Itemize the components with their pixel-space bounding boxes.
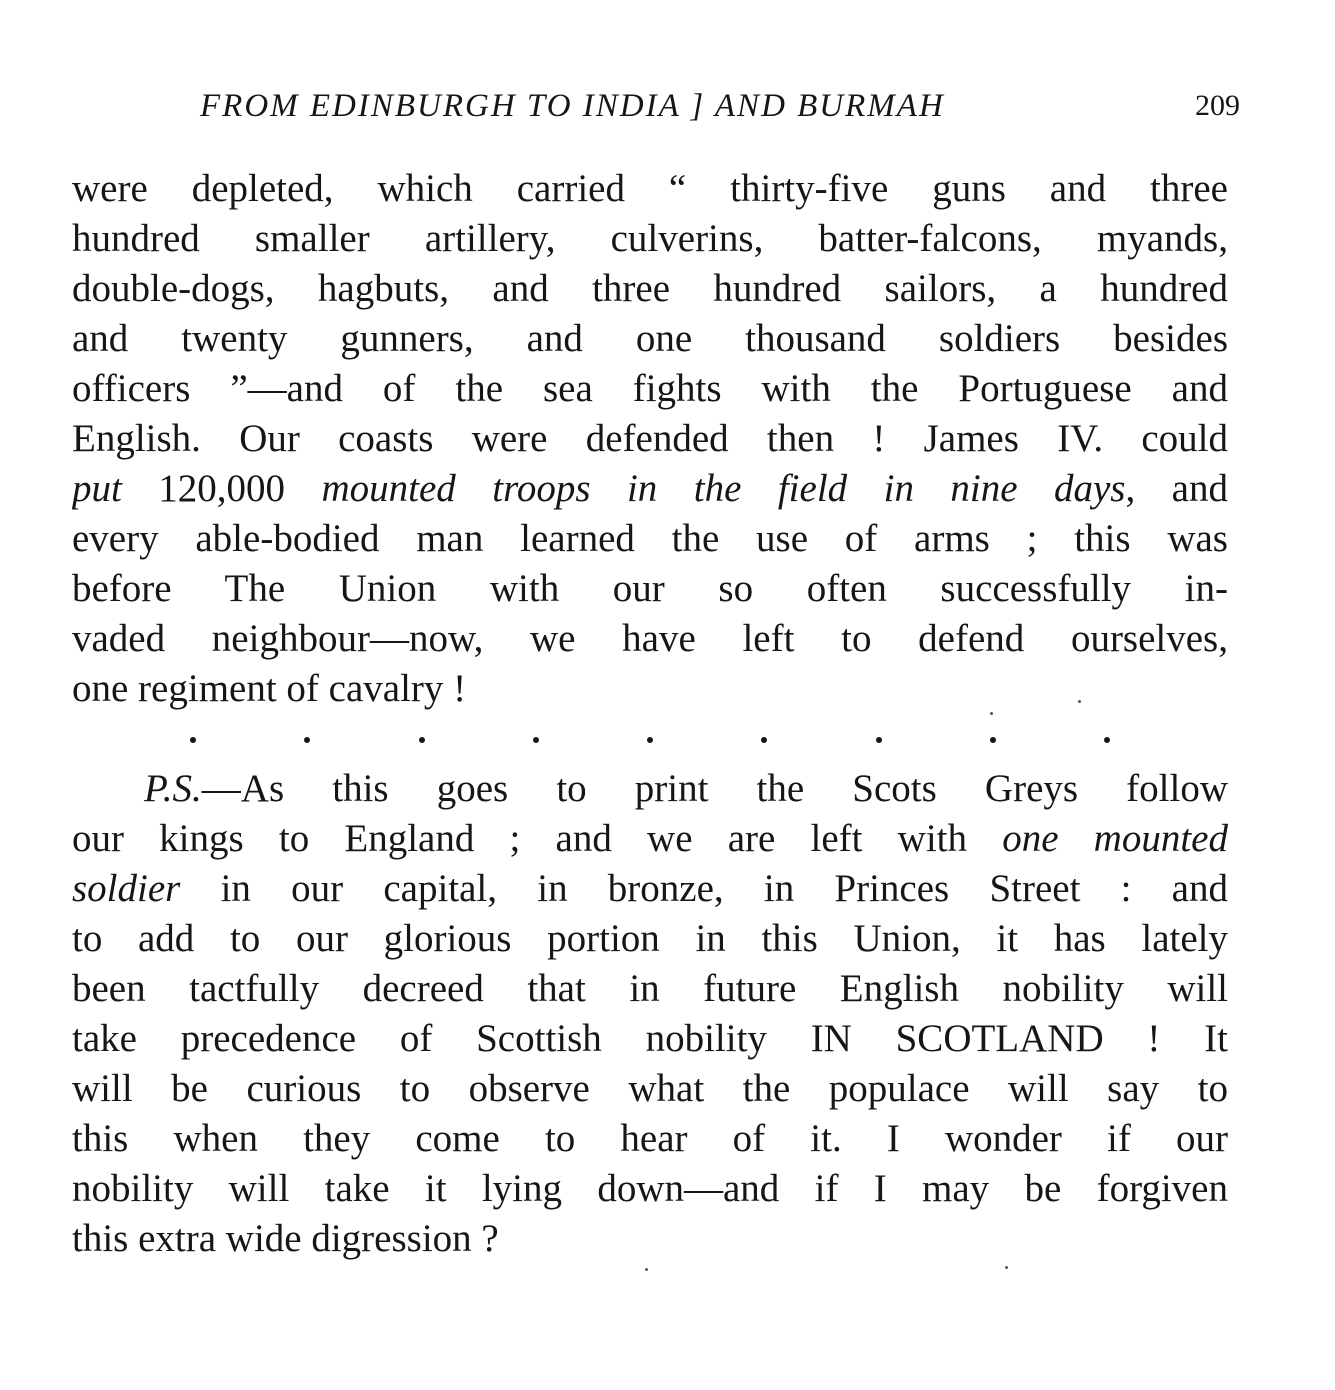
text-line [72, 1064, 1228, 1114]
text-line [72, 1164, 1228, 1214]
text-segment: before The Union with our so often successfully in- [72, 567, 1228, 610]
text-line [72, 364, 1228, 414]
text-line [72, 864, 1228, 914]
text-segment: our kings to England ; and we are left with [72, 817, 1003, 860]
text-line [72, 964, 1228, 1014]
text-segment: were depleted, which carried “ thirty-five guns and three [72, 167, 1228, 210]
text-line [72, 914, 1228, 964]
text-line [72, 814, 1228, 864]
italic-text: one mounted [1002, 817, 1228, 860]
text-line [72, 264, 1228, 314]
text-line [72, 514, 1228, 564]
text-segment: vaded neighbour—now, we have left to defend ourselves, [72, 617, 1228, 660]
text-segment: hundred smaller artillery, culverins, batter-falcons, myands, [72, 217, 1228, 260]
paragraph-2 [72, 764, 1228, 1264]
ellipsis-dot [533, 737, 539, 743]
print-speck [1078, 700, 1081, 703]
print-speck [1005, 1266, 1008, 1269]
text-segment: officers ”—and of the sea fights with the Portuguese and [72, 367, 1228, 410]
ellipsis-dot [1104, 737, 1110, 743]
italic-text: put [72, 467, 159, 510]
text-segment: take precedence of Scottish nobility IN SCOTLAND ! It [72, 1017, 1228, 1060]
ellipsis-dot [419, 737, 425, 743]
text-segment: double-dogs, hagbuts, and three hundred sailors, a hundred [72, 267, 1228, 310]
text-segment: been tactfully decreed that in future English nobility will [72, 967, 1228, 1010]
ellipsis-dot [990, 737, 996, 743]
ellipsis-separator [190, 720, 1110, 760]
text-line [72, 664, 1228, 714]
italic-text: soldier [72, 867, 181, 910]
text-line [72, 614, 1228, 664]
running-head [200, 84, 1240, 128]
print-speck [645, 1268, 648, 1271]
text-line [72, 164, 1228, 214]
text-line [72, 764, 1228, 814]
ellipsis-dot [761, 737, 767, 743]
text-line [72, 214, 1228, 264]
text-segment: in our capital, in bronze, in Princes Street : and [180, 867, 1228, 910]
text-segment: English. Our coasts were defended then ! James IV. could [72, 417, 1228, 460]
text-line [72, 564, 1228, 614]
text-segment: , and [1125, 467, 1228, 510]
text-segment: one regiment of cavalry ! [72, 667, 467, 710]
running-head-title: FROM EDINBURGH TO INDIA ] AND BURMAH [200, 88, 945, 124]
text-line [72, 1114, 1228, 1164]
italic-text: mounted troops in the field in nine days [321, 467, 1126, 510]
text-segment: this extra wide digression ? [72, 1217, 499, 1260]
text-line [72, 464, 1228, 514]
text-segment: every able-bodied man learned the use of arms ; this was [72, 517, 1228, 560]
text-segment: will be curious to observe what the populace will say to [72, 1067, 1228, 1110]
ellipsis-dot [647, 737, 653, 743]
text-segment: to add to our glorious portion in this Union, it has lately [72, 917, 1228, 960]
text-line [72, 1014, 1228, 1064]
text-segment: —As this goes to print the Scots Greys follow [201, 767, 1228, 810]
ellipsis-dot [190, 737, 196, 743]
print-speck [990, 712, 993, 715]
text-segment: 120,000 [158, 467, 322, 510]
italic-text: P.S. [144, 767, 202, 810]
text-line [72, 314, 1228, 364]
text-segment: this when they come to hear of it. I wonder if our [72, 1117, 1228, 1160]
paragraph-1 [72, 164, 1228, 714]
page-number: 209 [1195, 89, 1240, 122]
text-segment: nobility will take it lying down—and if I may be forgiven [72, 1167, 1228, 1210]
text-line [72, 414, 1228, 464]
ellipsis-dot [304, 737, 310, 743]
ellipsis-dot [876, 737, 882, 743]
text-line [72, 1214, 1228, 1264]
text-segment: and twenty gunners, and one thousand soldiers besides [72, 317, 1228, 360]
